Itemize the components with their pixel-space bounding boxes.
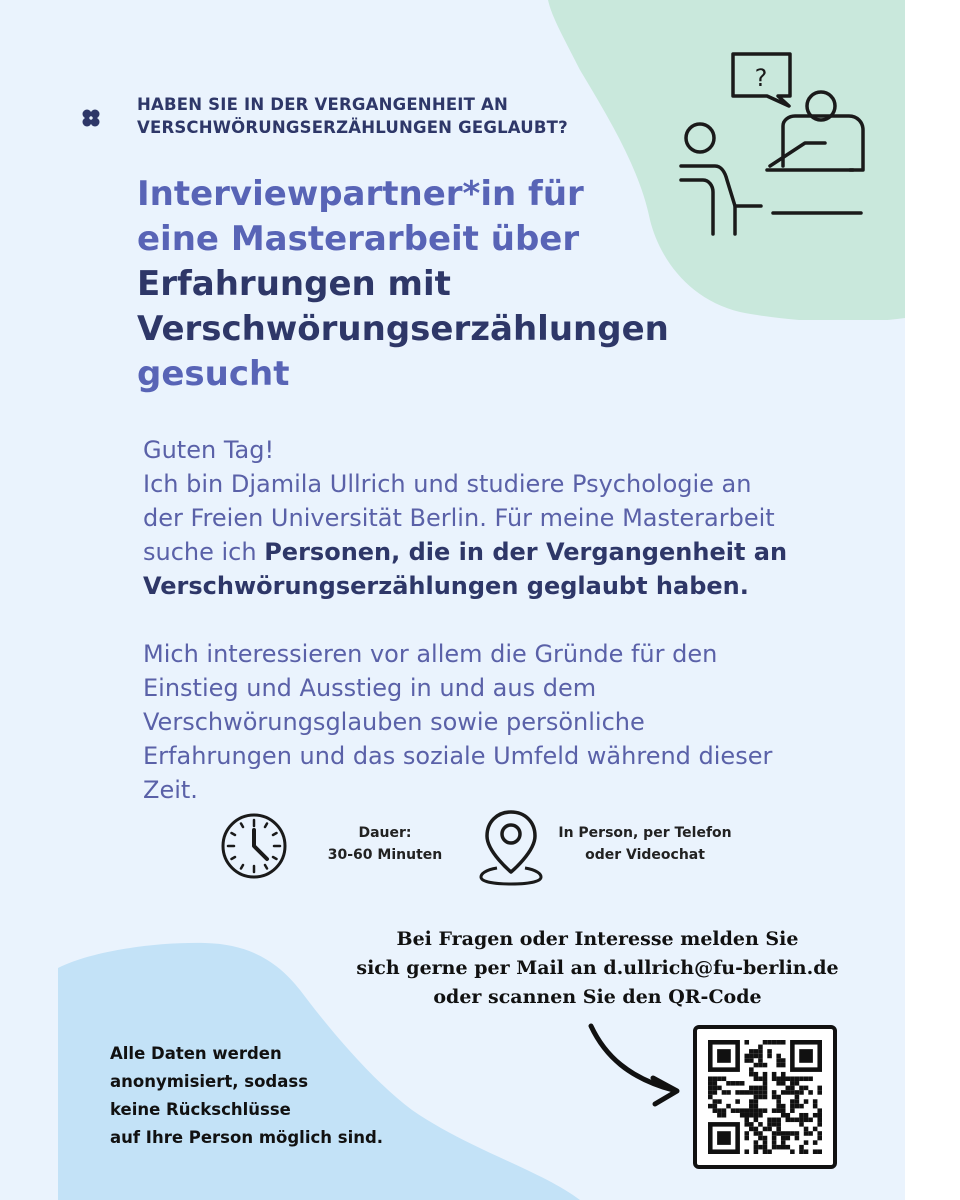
duration-info	[320, 822, 450, 866]
intro-line-3-strong: Personen, die in der Vergangenheit an	[264, 538, 788, 566]
interests-line-3: Verschwörungsglauben sowie persönliche	[143, 708, 645, 736]
contact-line-3: oder scannen Sie den QR-Code	[433, 986, 762, 1008]
intro-line-3	[143, 535, 823, 569]
intro-line-1: Ich bin Djamila Ullrich und studiere Psychologie an	[143, 470, 752, 498]
interests-line-4: Erfahrungen und das soziale Umfeld während dieser	[143, 742, 773, 770]
page-title	[137, 172, 737, 397]
location-line-1: In Person, per Telefon	[558, 825, 732, 841]
interests-line-5: Zeit.	[143, 776, 198, 804]
qr-code-pattern	[708, 1040, 822, 1154]
privacy-line-2: anonymisiert, sodass	[110, 1072, 309, 1091]
duration-value: 30-60 Minuten	[327, 847, 443, 863]
contact-line-2[interactable]: sich gerne per Mail an d.ullrich@fu-berlin.de	[356, 957, 839, 979]
flower-icon	[80, 107, 102, 129]
arrow-icon	[585, 1020, 685, 1110]
privacy-line-1: Alle Daten werden	[110, 1044, 282, 1063]
clock-icon	[220, 812, 288, 880]
privacy-line-3: keine Rückschlüsse	[110, 1100, 291, 1119]
contact-line-1: Bei Fragen oder Interesse melden Sie	[396, 928, 799, 950]
contact-info	[345, 925, 850, 1012]
title-line-2: eine Masterarbeit über	[137, 219, 580, 259]
intro-line-2: der Freien Universität Berlin. Für meine Masterarbeit	[143, 504, 775, 532]
title-line-1: Interviewpartner*in für	[137, 174, 584, 214]
question-mark-label: ?	[754, 64, 768, 92]
privacy-line-4: auf Ihre Person möglich sind.	[110, 1128, 384, 1147]
interests-line-2: Einstieg und Ausstieg in und aus dem	[143, 674, 597, 702]
greeting: Guten Tag!	[143, 436, 275, 464]
intro-line-4: Verschwörungserzählungen geglaubt haben.	[143, 572, 749, 600]
location-pin-icon	[475, 806, 547, 886]
overline-question	[137, 93, 657, 139]
overline-line-1: HABEN SIE IN DER VERGANGENHEIT AN	[137, 95, 509, 114]
body-text	[143, 433, 823, 807]
title-line-4: Verschwörungserzählungen	[137, 309, 669, 349]
interview-illustration	[675, 48, 875, 238]
intro-line-3-prefix: suche ich	[143, 538, 265, 566]
interests-line-1: Mich interessieren vor allem die Gründe für den	[143, 640, 718, 668]
qr-code[interactable]	[693, 1025, 837, 1169]
overline-line-2: VERSCHWÖRUNGSERZÄHLUNGEN GEGLAUBT?	[137, 118, 568, 137]
location-line-2: oder Videochat	[585, 847, 705, 863]
location-info	[545, 822, 745, 866]
privacy-note	[110, 1040, 450, 1152]
title-line-5: gesucht	[137, 354, 290, 394]
title-line-3: Erfahrungen mit	[137, 264, 451, 304]
duration-label: Dauer:	[358, 825, 412, 841]
